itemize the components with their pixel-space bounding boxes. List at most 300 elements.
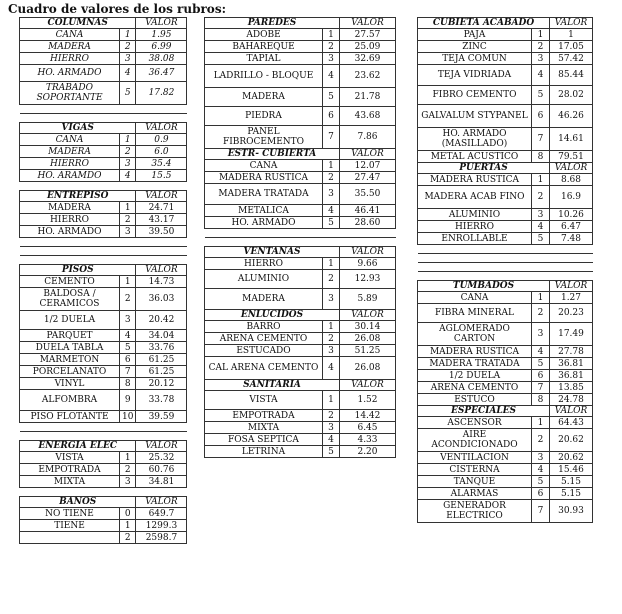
column-3 [417,17,593,523]
section-title: ENERGIA ELEC [20,441,136,452]
spacer-cell [205,229,323,238]
valor-header: VALOR [340,247,396,258]
table-row [20,532,187,544]
section-header [20,123,187,134]
item-code: 7 [532,382,550,394]
section-title: VENTANAS [205,247,340,258]
item-name: CISTERNA [418,464,532,476]
section-header [205,149,396,160]
spacer-cell [120,432,136,441]
table-row [205,434,396,446]
section-header [205,310,396,321]
spacer-cell [120,423,136,432]
table-row [205,65,396,88]
item-code: 5 [532,476,550,488]
spacer-cell [532,272,550,281]
spacer-cell [532,254,550,263]
table-row [205,333,396,345]
table-row [418,346,593,358]
item-code: 6 [120,354,136,366]
section-header [20,191,187,202]
item-value: 5.15 [550,488,593,500]
table-row [20,342,187,354]
item-code: 8 [120,378,136,390]
spacer-cell [136,256,187,265]
spacer-row [20,423,187,432]
spacer-cell [136,247,187,256]
spacer-cell [20,105,120,114]
item-name: CAÑA [418,292,532,304]
rubros-table-col2 [204,17,396,458]
item-name: HIERRO [20,158,120,170]
spacer-row [20,256,187,265]
item-value: 5.15 [550,476,593,488]
item-code: 8 [532,151,550,163]
table-row [418,292,593,304]
section-header [20,441,187,452]
spacer-cell [20,432,120,441]
item-name: BAHAREQUE [205,41,323,53]
item-name: MADERA ACAB FINO [418,186,532,209]
item-code: 4 [532,346,550,358]
section-title: ENLUCIDOS [205,310,340,321]
table-row [418,500,593,523]
item-code: 3 [323,184,340,205]
item-name: HO. ARMADO [20,226,120,238]
spacer-cell [120,105,136,114]
spacer-cell [136,432,187,441]
item-value: 36.47 [136,65,187,82]
item-name: MARMETON [20,354,120,366]
item-value: 5.89 [340,289,396,310]
item-name: TIENE [20,520,120,532]
table-row [418,476,593,488]
item-value: 39.59 [136,411,187,423]
item-code: 4 [120,65,136,82]
table-row [205,258,396,270]
item-code: 4 [323,205,340,217]
item-code: 7 [120,366,136,378]
item-code: 4 [532,464,550,476]
item-name: ALUMINIO [418,209,532,221]
table-row [205,345,396,357]
item-value: 17.05 [550,41,593,53]
item-code: 2 [532,304,550,323]
item-value: 35.4 [136,158,187,170]
table-row [20,29,187,41]
item-value: 12.93 [340,270,396,289]
table-row [418,452,593,464]
item-value: 32.69 [340,53,396,65]
valor-header: VALOR [136,123,187,134]
item-value: 1299.3 [136,520,187,532]
item-code: 5 [532,86,550,105]
item-value: 27.78 [550,346,593,358]
item-name: NO TIENE [20,508,120,520]
table-row [20,82,187,105]
spacer-cell [20,256,120,265]
valor-header: VALOR [136,265,187,276]
item-code: 3 [532,452,550,464]
spacer-cell [205,238,323,247]
valor-header: VALOR [340,18,396,29]
item-code: 5 [323,446,340,458]
item-code: 1 [120,520,136,532]
item-value: 43.17 [136,214,187,226]
item-value: 36.03 [136,288,187,311]
item-code: 5 [323,88,340,107]
item-value: 6.45 [340,422,396,434]
item-value: 35.50 [340,184,396,205]
table-row [205,289,396,310]
item-name: ZINC [418,41,532,53]
item-value: 1.95 [136,29,187,41]
item-name: TEJA COMUN [418,53,532,65]
table-row [205,107,396,126]
table-row [205,321,396,333]
section-header [418,18,593,29]
item-code: 1 [120,276,136,288]
item-code: 2 [323,410,340,422]
item-code: 10 [120,411,136,423]
item-value: 2.20 [340,446,396,458]
item-name: BALDOSA / CERAMICOS [20,288,120,311]
item-name: LADRILLO - BLOQUE [205,65,323,88]
item-value: 14.61 [550,128,593,151]
item-name: MADERA RUSTICA [418,346,532,358]
item-value: 46.41 [340,205,396,217]
valor-header: VALOR [136,497,187,508]
item-value: 12.07 [340,160,396,172]
section-title: CUBIETA ACABADO [418,18,550,29]
item-value: 20.42 [136,311,187,330]
item-value: 28.60 [340,217,396,229]
item-name: ASCENSOR [418,417,532,429]
section-title: PAREDES [205,18,340,29]
item-name: HIERRO [20,53,120,65]
item-value: 60.76 [136,464,187,476]
item-code: 6 [532,370,550,382]
item-name: ESTUCO [418,394,532,406]
item-code: 1 [120,452,136,464]
table-row [20,330,187,342]
item-value: 17.82 [136,82,187,105]
spacer-cell [136,488,187,497]
item-value: 2598.7 [136,532,187,544]
item-value: 649.7 [136,508,187,520]
table-row [20,378,187,390]
item-name: 1/2 DUELA [418,370,532,382]
item-value: 17.49 [550,323,593,346]
section-title: TUMBADOS [418,281,550,292]
table-row [205,217,396,229]
spacer-row [20,114,187,123]
table-row [418,65,593,86]
table-row [20,508,187,520]
rubros-table-col1 [19,17,187,544]
item-value: 24.78 [550,394,593,406]
item-value: 10.26 [550,209,593,221]
valor-header: VALOR [136,191,187,202]
spacer-cell [550,245,593,254]
item-code: 4 [120,330,136,342]
valor-header: VALOR [340,149,396,160]
item-code: 1 [120,202,136,214]
spacer-cell [418,272,532,281]
section-title: ESPECIALES [418,406,550,417]
item-code: 2 [323,172,340,184]
table-row [20,226,187,238]
item-value: 13.85 [550,382,593,394]
table-row [418,221,593,233]
section-title: COLUMNAS [20,18,136,29]
item-value: 33.78 [136,390,187,411]
valor-header: VALOR [550,406,593,417]
item-name: PARQUET [20,330,120,342]
item-code: 3 [323,345,340,357]
item-code: 2 [532,186,550,209]
item-name: PANEL FIBROCEMENTO [205,126,323,149]
spacer-cell [120,114,136,123]
item-value: 7.48 [550,233,593,245]
spacer-cell [20,488,120,497]
item-value: 14.73 [136,276,187,288]
item-code: 2 [120,464,136,476]
item-name: ESTUCADO [205,345,323,357]
item-name: CEMENTO [20,276,120,288]
valor-header: VALOR [340,380,396,391]
table-row [418,53,593,65]
spacer-cell [418,254,532,263]
rubros-table-col3 [417,17,593,523]
item-name: CAÑA [20,29,120,41]
item-name: GENERADOR ELECTRICO [418,500,532,523]
item-name: FOSA SEPTICA [205,434,323,446]
section-title: BAÑOS [20,497,136,508]
item-code: 3 [532,53,550,65]
spacer-row [20,238,187,247]
item-value: 7.86 [340,126,396,149]
table-row [20,411,187,423]
item-value: 51.25 [340,345,396,357]
table-row [20,41,187,53]
spacer-row [20,247,187,256]
item-code: 3 [532,209,550,221]
item-value: 23.62 [340,65,396,88]
table-row [418,464,593,476]
table-row [418,488,593,500]
item-name: VISTA [20,452,120,464]
table-row [418,304,593,323]
spacer-cell [550,263,593,272]
item-name: FIBRO CEMENTO [418,86,532,105]
item-code: 6 [323,107,340,126]
item-name: MADERA RUSTICA [418,174,532,186]
item-value: 0.9 [136,134,187,146]
item-name: ALFOMBRA [20,390,120,411]
spacer-row [418,263,593,272]
table-row [20,520,187,532]
item-code: 8 [532,394,550,406]
section-header [418,163,593,174]
section-title: PUERTAS [418,163,550,174]
spacer-row [20,432,187,441]
item-value: 6.99 [136,41,187,53]
item-name: CAÑA [20,134,120,146]
table-row [205,270,396,289]
item-name: FIBRA MINERAL [418,304,532,323]
table-row [205,391,396,410]
spacer-cell [136,182,187,191]
item-value: 34.04 [136,330,187,342]
item-value: 85.44 [550,65,593,86]
section-title: PISOS [20,265,136,276]
item-code: 2 [120,146,136,158]
item-code: 4 [323,434,340,446]
item-name: CAL ARENA CEMENTO [205,357,323,380]
item-code: 3 [323,289,340,310]
item-name: AGLOMERADO CARTON [418,323,532,346]
item-name: VINYL [20,378,120,390]
item-code: 2 [120,288,136,311]
table-row [418,41,593,53]
item-value: 8.68 [550,174,593,186]
table-row [205,422,396,434]
item-code: 9 [120,390,136,411]
page-title: Cuadro de valores de los rubros: [8,2,226,16]
table-row [205,53,396,65]
spacer-cell [136,423,187,432]
item-name: MADERA [20,202,120,214]
spacer-cell [136,105,187,114]
item-value: 14.42 [340,410,396,422]
table-row [20,276,187,288]
spacer-row [20,488,187,497]
spacer-cell [532,263,550,272]
table-row [205,357,396,380]
item-code: 1 [323,258,340,270]
table-row [20,288,187,311]
spacer-row [20,105,187,114]
table-row [20,354,187,366]
item-value: 36.81 [550,358,593,370]
item-name: PORCELANATO [20,366,120,378]
item-name: HIERRO [418,221,532,233]
item-value: 20.23 [550,304,593,323]
item-name: HO. ARMADO [20,65,120,82]
item-name: ARENA CEMENTO [418,382,532,394]
table-row [205,205,396,217]
item-code: 1 [532,174,550,186]
item-name: MADERA [20,146,120,158]
item-value: 36.81 [550,370,593,382]
item-name: MIXTA [205,422,323,434]
table-row [20,452,187,464]
item-name: EMPOTRADA [20,464,120,476]
item-value: 28.02 [550,86,593,105]
spacer-cell [340,229,396,238]
table-row [20,366,187,378]
item-code: 5 [120,82,136,105]
item-name: ENROLLABLE [418,233,532,245]
item-value: 27.47 [340,172,396,184]
item-code: 3 [120,226,136,238]
table-row [20,53,187,65]
valor-header: VALOR [136,18,187,29]
item-value: 1.27 [550,292,593,304]
table-row [205,446,396,458]
table-row [418,233,593,245]
item-code: 2 [532,429,550,452]
table-row [418,358,593,370]
item-code: 5 [120,342,136,354]
item-name: PAJA [418,29,532,41]
item-value: 33.76 [136,342,187,354]
table-row [20,476,187,488]
item-code: 3 [532,323,550,346]
item-name: HO. ARAMDO [20,170,120,182]
item-name: HIERRO [205,258,323,270]
spacer-cell [323,229,340,238]
table-row [418,370,593,382]
table-row [20,214,187,226]
item-value: 15.46 [550,464,593,476]
spacer-row [418,245,593,254]
item-name: LETRINA [205,446,323,458]
item-name: TAPIAL [205,53,323,65]
item-value: 39.50 [136,226,187,238]
table-row [20,202,187,214]
item-code: 6 [532,105,550,128]
table-row [418,86,593,105]
item-value: 25.09 [340,41,396,53]
table-row [20,146,187,158]
item-code: 1 [323,160,340,172]
item-code: 2 [120,214,136,226]
item-name: METAL ACUSTICO [418,151,532,163]
item-name: BARRO [205,321,323,333]
item-name: CAÑA [205,160,323,172]
item-code: 4 [323,65,340,88]
item-code: 3 [120,311,136,330]
item-value: 9.66 [340,258,396,270]
item-value: 64.43 [550,417,593,429]
item-name: HO. ARMADO (MASILLADO) [418,128,532,151]
table-row [205,184,396,205]
column-1 [19,17,187,544]
item-name [20,532,120,544]
spacer-row [20,182,187,191]
section-title: SANITARIA [205,380,340,391]
table-row [205,88,396,107]
spacer-cell [20,182,120,191]
spacer-cell [136,114,187,123]
table-row [205,126,396,149]
item-code: 1 [532,292,550,304]
spacer-cell [418,245,532,254]
item-value: 20.12 [136,378,187,390]
table-row [418,323,593,346]
table-row [20,390,187,411]
item-code: 3 [120,53,136,65]
item-value: 46.26 [550,105,593,128]
item-value: 79.51 [550,151,593,163]
item-name: ALARMAS [418,488,532,500]
item-value: 4.33 [340,434,396,446]
item-code: 1 [323,391,340,410]
item-code: 3 [120,158,136,170]
item-name: TRABADO SOPORTANTE [20,82,120,105]
